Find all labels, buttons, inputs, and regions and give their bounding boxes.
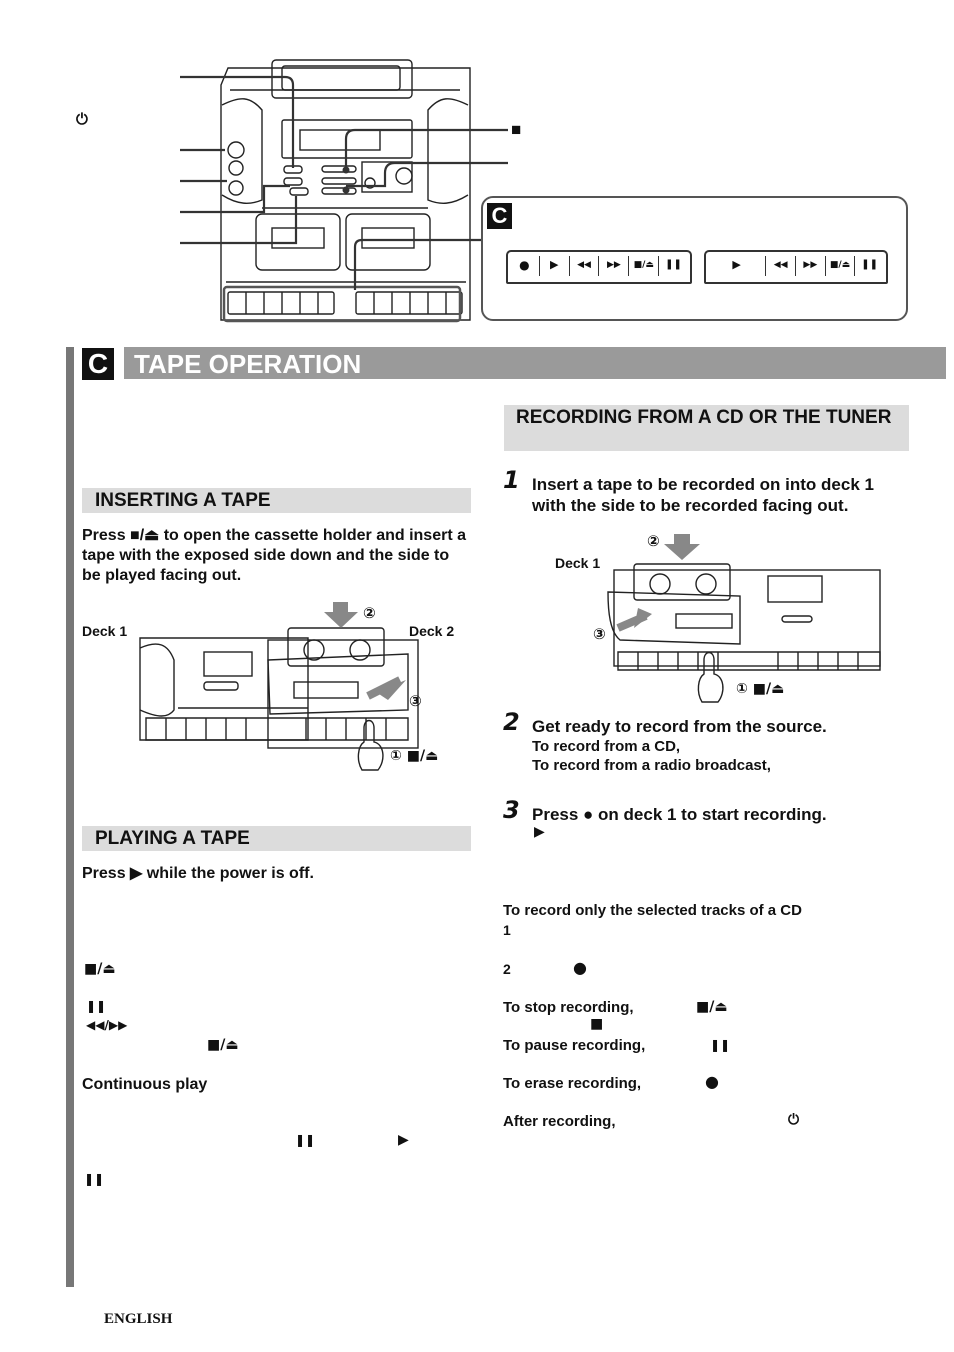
step-1-text: Insert a tape to be recorded on into deck 1 with the side to be recorded facing out. xyxy=(532,475,874,515)
inserting-callout-3: ③ xyxy=(409,692,422,710)
step-2-text: Get ready to record from the source. xyxy=(532,717,827,736)
inserting-instruction: Press ■/⏏ to open the cassette holder and insert a tape with the exposed side down and the side to be played facing out. xyxy=(82,527,466,584)
rewind-forward-icon: ◀◀/▶▶ xyxy=(86,1018,128,1032)
rewind-button[interactable]: ◀◀ xyxy=(570,256,600,276)
play-icon: ▶ xyxy=(398,1132,409,1148)
selected-step-2: 2 xyxy=(503,961,511,977)
stop-eject-button[interactable]: ■/⏏ xyxy=(629,256,659,276)
step-2-number: 2 xyxy=(503,708,520,736)
recording-heading: RECORDING FROM A CD OR THE TUNER xyxy=(504,405,909,451)
step-3-text: Press ● on deck 1 to start recording. xyxy=(532,805,827,824)
step-3-number: 3 xyxy=(503,796,520,824)
playing-instruction: Press ▶ while the power is off. xyxy=(82,865,314,882)
play-icon: ▶ xyxy=(534,824,545,840)
stop-recording-label: To stop recording, xyxy=(503,999,634,1016)
inserting-callout-1: ① ■/⏏ xyxy=(390,748,439,764)
power-icon: ⏻ xyxy=(76,110,88,128)
pause-icon: ❚❚ xyxy=(86,999,107,1013)
inserting-heading: INSERTING A TAPE xyxy=(82,488,471,513)
pause-button[interactable]: ❚❚ xyxy=(861,259,879,270)
pause-icon: ❚❚ xyxy=(295,1133,316,1147)
play-button[interactable]: ▶ xyxy=(540,256,570,276)
section-letter-badge: C xyxy=(82,348,114,380)
deck2-button-strip xyxy=(704,250,888,284)
inserting-callout-2: ② xyxy=(363,604,376,622)
deck1-button-strip xyxy=(506,250,692,284)
step-2-cd: To record from a CD, xyxy=(532,738,681,755)
play-button[interactable]: ▶ xyxy=(708,256,766,276)
pause-icon: ❚❚ xyxy=(84,1172,105,1186)
selected-tracks-heading: To record only the selected tracks of a CD xyxy=(503,902,802,919)
recording-callout-2: ② xyxy=(647,532,660,550)
deck1-label: Deck 1 xyxy=(82,623,128,639)
step-1-number: 1 xyxy=(503,466,520,494)
stop-icon: ■ xyxy=(590,1016,604,1032)
stop-icon: ■ xyxy=(511,120,522,139)
fast-forward-button[interactable]: ▶▶ xyxy=(796,256,826,276)
after-recording-label: After recording, xyxy=(503,1113,616,1130)
recording-callout-3: ③ xyxy=(593,625,606,643)
fast-forward-button[interactable]: ▶▶ xyxy=(599,256,629,276)
section-title: TAPE OPERATION xyxy=(134,349,362,379)
step-2-radio: To record from a radio broadcast, xyxy=(532,757,771,774)
stop-eject-button[interactable]: ■/⏏ xyxy=(826,256,856,276)
record-button[interactable]: ● xyxy=(510,256,540,276)
stop-eject-icon: ■/⏏ xyxy=(696,999,728,1015)
recording-diagram xyxy=(590,532,890,702)
recording-deck1-label: Deck 1 xyxy=(555,555,601,571)
continuous-play-label: Continuous play xyxy=(82,1076,208,1093)
stop-eject-icon: ■/⏏ xyxy=(207,1037,239,1053)
record-icon: ● xyxy=(705,1072,719,1091)
rewind-button[interactable]: ◀◀ xyxy=(766,256,796,276)
playing-heading: PLAYING A TAPE xyxy=(82,826,471,851)
left-margin-bar xyxy=(66,347,74,1287)
pause-button[interactable]: ❚❚ xyxy=(665,259,682,270)
selected-step-1: 1 xyxy=(503,922,511,938)
pause-recording-label: To pause recording, xyxy=(503,1037,646,1054)
power-icon: ⏻ xyxy=(788,1112,800,1128)
panel-c-badge: C xyxy=(487,203,512,229)
erase-recording-label: To erase recording, xyxy=(503,1075,642,1092)
footer-language: ENGLISH xyxy=(104,1311,173,1327)
inserting-diagram xyxy=(138,600,448,770)
record-icon: ● xyxy=(573,958,587,977)
recording-callout-1: ① ■/⏏ xyxy=(736,681,785,697)
pause-icon: ❚❚ xyxy=(710,1038,731,1052)
deck2-label: Deck 2 xyxy=(409,623,455,639)
stop-eject-icon: ■/⏏ xyxy=(84,961,116,977)
